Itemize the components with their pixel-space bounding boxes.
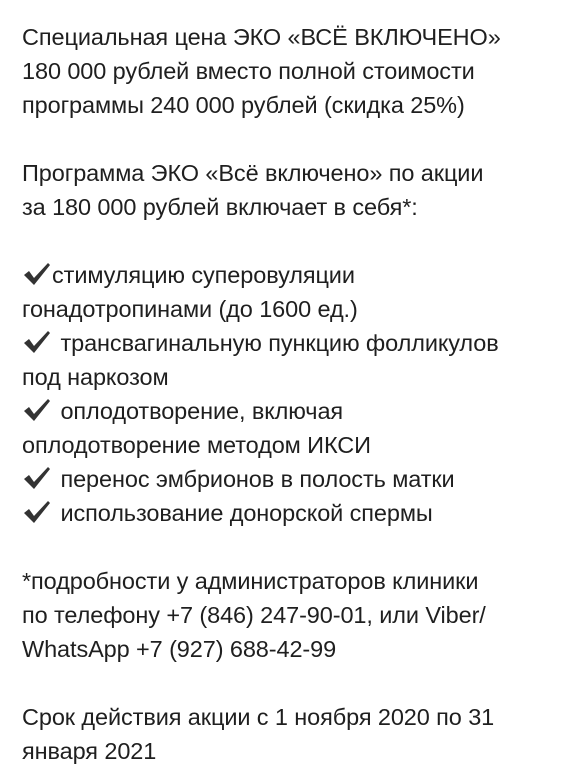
check-mark-icon	[22, 499, 52, 525]
paragraph-gap	[22, 530, 567, 564]
headline-line: Специальная цена ЭКО «ВСЁ ВКЛЮЧЕНО»	[22, 24, 501, 50]
paragraph-gap	[22, 122, 567, 156]
list-item	[22, 496, 567, 530]
validity-line: Срок действия акции с 1 ноября 2020 по 31	[22, 704, 495, 730]
check-mark-icon	[22, 397, 52, 423]
list-item-text: под наркозом	[22, 364, 169, 390]
validity-line: января 2021	[22, 738, 157, 764]
list-item-text: стимуляцию суперовуляции	[52, 262, 355, 288]
paragraph-gap	[22, 666, 567, 700]
list-item-text: трансвагинальную пункцию фолликулов	[60, 330, 499, 356]
paragraph-gap	[22, 224, 567, 258]
list-item	[22, 394, 567, 462]
check-mark-icon	[22, 261, 52, 287]
check-mark-icon	[22, 465, 52, 491]
offer-validity	[22, 700, 567, 768]
footnote-line: *подробности у администраторов клиники	[22, 568, 479, 594]
program-intro	[22, 156, 567, 224]
footnote-line: WhatsApp +7 (927) 688-42-99	[22, 636, 337, 662]
promo-post	[22, 20, 567, 768]
promo-headline	[22, 20, 567, 122]
list-item-text: оплодотворение методом ИКСИ	[22, 432, 371, 458]
list-item-text: использование донорской спермы	[60, 500, 433, 526]
intro-line: Программа ЭКО «Всё включено» по акции	[22, 160, 484, 186]
list-item-text: гонадотропинами (до 1600 ед.)	[22, 296, 358, 322]
list-item-text: перенос эмбрионов в полость матки	[60, 466, 455, 492]
included-services-list	[22, 258, 567, 530]
headline-line: 180 000 рублей вместо полной стоимости	[22, 58, 475, 84]
footnote	[22, 564, 567, 666]
footnote-line: по телефону +7 (846) 247-90-01, или Viber/	[22, 602, 486, 628]
list-item	[22, 258, 567, 326]
intro-line: за 180 000 рублей включает в себя*:	[22, 194, 418, 220]
list-item	[22, 462, 567, 496]
check-mark-icon	[22, 329, 52, 355]
list-item	[22, 326, 567, 394]
list-item-text: оплодотворение, включая	[60, 398, 344, 424]
headline-line: программы 240 000 рублей (скидка 25%)	[22, 92, 465, 118]
